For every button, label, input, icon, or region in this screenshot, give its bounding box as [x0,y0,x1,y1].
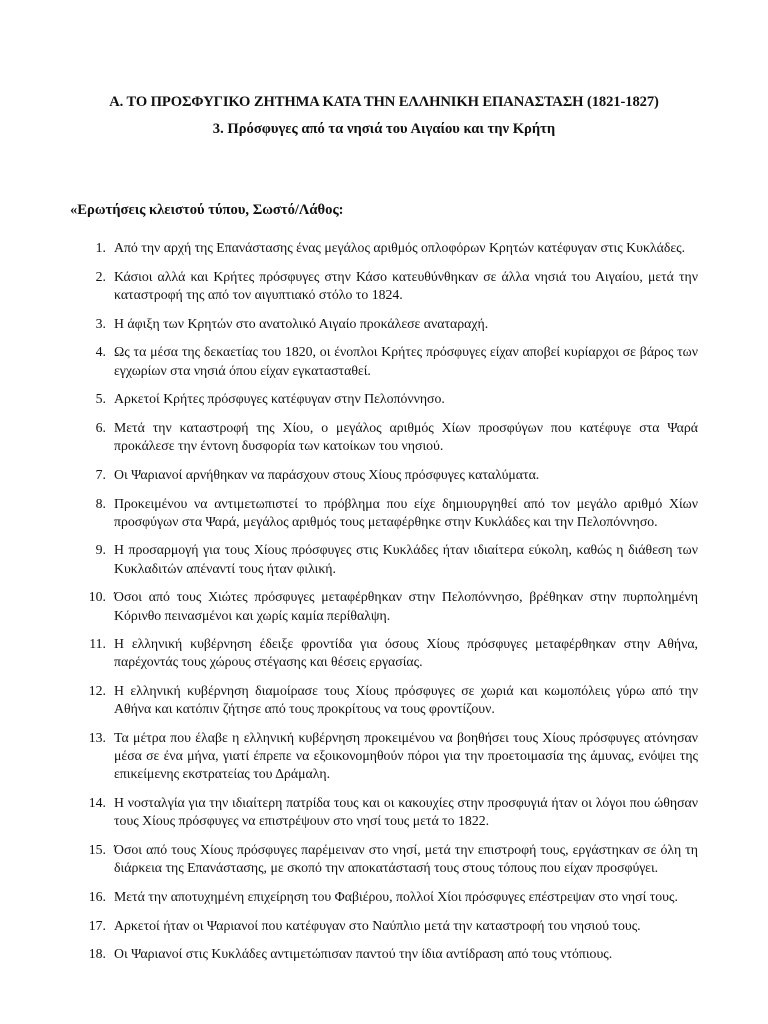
question-number: 14. [88,795,106,811]
question-item [0,945,768,963]
question-item [0,343,768,379]
question-item [0,541,768,577]
question-text: Η νοσταλγία για την ιδιαίτερη πατρίδα τους και οι κακουχίες στην προσφυγιά ήταν οι λόγοι που ώθησαν τους Χίους πρόσφυγες να επιστρέψουν στο νησί τους μετά το 1822. [114,795,698,829]
question-section-heading: «Ερωτήσεις κλειστού τύπου, Σωστό/Λάθος: [70,202,344,218]
question-text: Η άφιξη των Κρητών στο ανατολικό Αιγαίο προκάλεσε αναταραχή. [114,315,489,331]
question-number: 4. [95,344,106,360]
question-number: 8. [95,495,106,511]
question-number: 3. [95,315,106,331]
question-number: 15. [88,842,106,858]
question-item [0,888,768,906]
question-text: Μετά την αποτυχημένη επιχείρηση του Φαβιέρου, πολλοί Χίοι πρόσφυγες επέστρεψαν στο νησί τους. [114,888,678,904]
question-text: Τα μέτρα που έλαβε η ελληνική κυβέρνηση προκειμένου να βοηθήσει τους Χίους πρόσφυγες ατόνησαν μέσα σε ένα μήνα, γιατί έπρεπε να εξοικονομηθούν πόροι για την προετοιμασία της άμυνας, ενόψει της επικείμενης εκστρατείας του Δράμαλη. [114,730,698,782]
document-subtitle: 3. Πρόσφυγες από τα νησιά του Αιγαίου και την Κρήτη [212,121,556,137]
question-text: Αρκετοί ήταν οι Ψαριανοί που κατέφυγαν στο Ναύπλιο μετά την καταστροφή του νησιού τους. [114,917,641,933]
question-text: Μετά την καταστροφή της Χίου, ο μεγάλος αριθμός Χίων προσφύγων που κατέφυγε στα Ψαρά προκάλεσε την έντονη δυσφορία των κατοίκων του νησιού. [114,419,698,454]
question-number: 17. [88,917,106,933]
question-text: Από την αρχή της Επανάστασης ένας μεγάλος αριθμός οπλοφόρων Κρητών κατέφυγαν στις Κυκλάδες. [114,240,686,255]
question-item [0,268,768,304]
question-number: 13. [88,730,106,746]
question-number: 7. [95,466,106,482]
question-list [0,239,768,974]
question-item [0,635,768,671]
question-text: Η ελληνική κυβέρνηση έδειξε φροντίδα για όσους Χίους πρόσφυγες μεταφέρθηκαν στην Αθήνα, παρέχοντάς τους χώρους στέγασης και θέσεις εργασίας. [114,636,698,670]
question-number: 12. [88,683,106,699]
question-item [0,682,768,718]
question-number: 2. [95,268,106,284]
question-text: Ως τα μέσα της δεκαετίας του 1820, οι ένοπλοι Κρήτες πρόσφυγες είχαν αποβεί κυρίαρχοι σε βάρος των εγχωρίων στα νησιά όπου είχαν εγκατασταθεί. [114,344,698,378]
question-item [0,729,768,784]
question-text: Προκειμένου να αντιμετωπιστεί το πρόβλημα που είχε δημιουργηθεί από τον μεγάλο αριθμό Χίων προσφύγων στα Ψαρά, μεγάλος αριθμός τους μεταφέρθηκε στην Κυκλάδες και την Πελοπόννησο. [114,495,698,529]
document-title: Α. ΤΟ ΠΡΟΣΦΥΓΙΚΟ ΖΗΤΗΜΑ ΚΑΤΑ ΤΗΝ ΕΛΛΗΝΙΚΗ ΕΠΑΝΑΣΤΑΣΗ (1821-1827) [109,94,659,110]
question-number: 16. [88,888,106,904]
question-item [0,239,768,257]
question-number: 6. [95,419,106,435]
question-text: Οι Ψαριανοί στις Κυκλάδες αντιμετώπισαν παντού την ίδια αντίδραση από τους ντόπιους. [114,946,613,962]
question-item [0,841,768,877]
question-text: Όσοι από τους Χίους πρόσφυγες παρέμειναν στο νησί, μετά την επιστροφή τους, εργάστηκαν σε όλη τη διάρκεια της Επανάστασης, με σκοπό την αποκατάστασή τους στους τόπους που είχαν προσφύγει. [114,842,698,876]
question-text: Η ελληνική κυβέρνηση διαμοίρασε τους Χίους πρόσφυγες σε χωριά και κωμοπόλεις γύρω από την Αθήνα και κατόπιν ζήτησε από τους προκρίτους να τους φροντίζουν. [114,683,698,717]
question-item [0,419,768,455]
question-item [0,588,768,624]
question-item [0,315,768,333]
question-text: Αρκετοί Κρήτες πρόσφυγες κατέφυγαν στην Πελοπόννησο. [114,391,445,407]
question-text: Όσοι από τους Χιώτες πρόσφυγες μεταφέρθηκαν στην Πελοπόννησο, βρέθηκαν στην πυρπολημένη Κόρινθο πεινασμένοι και χωρίς καμία περίθαλψη. [114,589,698,623]
question-item [0,917,768,935]
question-item [0,466,768,484]
question-item [0,390,768,408]
question-number: 18. [88,946,106,962]
question-text: Κάσιοι αλλά και Κρήτες πρόσφυγες στην Κάσο κατευθύνθηκαν σε άλλα νησιά του Αιγαίου, μετά την καταστροφή της από τον αιγυπτιακό στόλο το 1824. [114,268,698,302]
question-item [0,794,768,830]
question-number: 1. [95,240,106,255]
question-number: 10. [88,589,106,605]
question-number: 11. [89,636,106,652]
question-number: 5. [95,391,106,407]
question-item [0,495,768,531]
question-number: 9. [95,542,106,558]
question-text: Η προσαρμογή για τους Χίους πρόσφυγες στις Κυκλάδες ήταν ιδιαίτερα εύκολη, καθώς η διάθεση των Κυκλαδιτών απέναντί τους ήταν φιλική. [114,542,698,576]
question-text: Οι Ψαριανοί αρνήθηκαν να παράσχουν στους Χίους πρόσφυγες καταλύματα. [114,466,540,482]
